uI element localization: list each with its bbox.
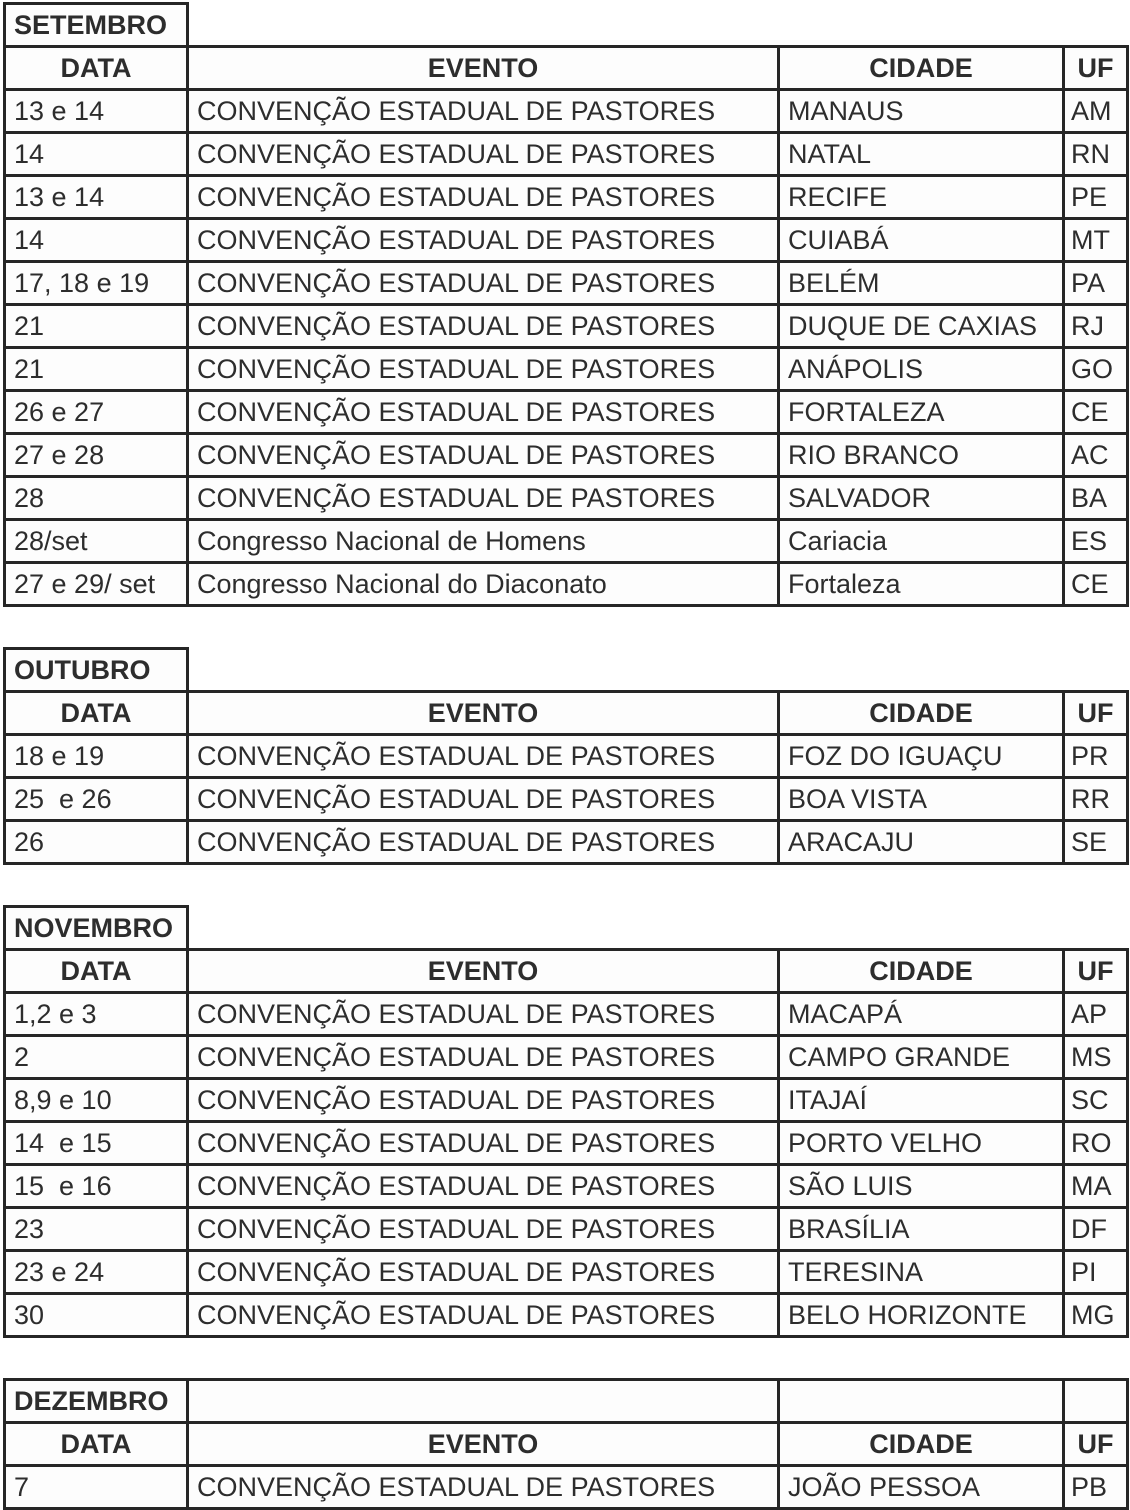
month-table-novembro [3, 905, 1129, 1338]
cell-data: 17, 18 e 19 [5, 262, 188, 305]
event-row [5, 1294, 1128, 1337]
column-header-cidade: CIDADE [779, 950, 1064, 993]
cell-cidade: RIO BRANCO [779, 434, 1064, 477]
cell-cidade: CUIABÁ [779, 219, 1064, 262]
cell-uf: DF [1064, 1208, 1128, 1251]
cell-data: 23 [5, 1208, 188, 1251]
cell-uf: CE [1064, 391, 1128, 434]
event-row [5, 477, 1128, 520]
cell-uf: RO [1064, 1122, 1128, 1165]
cell-uf: ES [1064, 520, 1128, 563]
cell-evento: CONVENÇÃO ESTADUAL DE PASTORES [188, 1122, 779, 1165]
empty-title-cell [1064, 1380, 1128, 1423]
cell-cidade: ANÁPOLIS [779, 348, 1064, 391]
month-title-row [5, 1380, 1128, 1423]
cell-evento: CONVENÇÃO ESTADUAL DE PASTORES [188, 1208, 779, 1251]
cell-data: 25 e 26 [5, 778, 188, 821]
cell-evento: CONVENÇÃO ESTADUAL DE PASTORES [188, 1165, 779, 1208]
column-header-row [5, 950, 1128, 993]
blank-area [188, 907, 779, 950]
column-header-uf: UF [1064, 950, 1128, 993]
cell-uf: RN [1064, 133, 1128, 176]
blank-area [188, 4, 779, 47]
cell-uf: PR [1064, 735, 1128, 778]
cell-cidade: FOZ DO IGUAÇU [779, 735, 1064, 778]
event-row [5, 821, 1128, 864]
cell-evento: CONVENÇÃO ESTADUAL DE PASTORES [188, 434, 779, 477]
column-header-cidade: CIDADE [779, 47, 1064, 90]
column-header-uf: UF [1064, 1423, 1128, 1466]
month-table-setembro [3, 2, 1129, 607]
cell-data: 21 [5, 348, 188, 391]
blank-area [1064, 649, 1128, 692]
cell-cidade: TERESINA [779, 1251, 1064, 1294]
event-row [5, 563, 1128, 606]
cell-data: 26 [5, 821, 188, 864]
cell-uf: PI [1064, 1251, 1128, 1294]
cell-evento: CONVENÇÃO ESTADUAL DE PASTORES [188, 821, 779, 864]
cell-uf: GO [1064, 348, 1128, 391]
cell-evento: CONVENÇÃO ESTADUAL DE PASTORES [188, 477, 779, 520]
cell-data: 1,2 e 3 [5, 993, 188, 1036]
cell-uf: MT [1064, 219, 1128, 262]
month-title: SETEMBRO [5, 4, 188, 47]
month-title: NOVEMBRO [5, 907, 188, 950]
cell-data: 27 e 29/ set [5, 563, 188, 606]
month-tables-container [0, 2, 1130, 1510]
blank-area [188, 649, 779, 692]
event-row [5, 219, 1128, 262]
event-row [5, 1165, 1128, 1208]
column-header-evento: EVENTO [188, 950, 779, 993]
month-table-dezembro [3, 1378, 1129, 1510]
cell-data: 28/set [5, 520, 188, 563]
cell-data: 14 [5, 219, 188, 262]
cell-data: 26 e 27 [5, 391, 188, 434]
cell-uf: MG [1064, 1294, 1128, 1337]
event-row [5, 1466, 1128, 1509]
cell-cidade: ITAJAÍ [779, 1079, 1064, 1122]
cell-uf: CE [1064, 563, 1128, 606]
column-header-row [5, 1423, 1128, 1466]
cell-cidade: BOA VISTA [779, 778, 1064, 821]
blank-area [1064, 4, 1128, 47]
column-header-row [5, 47, 1128, 90]
column-header-evento: EVENTO [188, 47, 779, 90]
cell-cidade: BRASÍLIA [779, 1208, 1064, 1251]
event-row [5, 520, 1128, 563]
cell-evento: CONVENÇÃO ESTADUAL DE PASTORES [188, 1251, 779, 1294]
cell-data: 28 [5, 477, 188, 520]
cell-uf: SC [1064, 1079, 1128, 1122]
cell-uf: AC [1064, 434, 1128, 477]
column-header-uf: UF [1064, 692, 1128, 735]
event-row [5, 778, 1128, 821]
event-row [5, 391, 1128, 434]
cell-evento: CONVENÇÃO ESTADUAL DE PASTORES [188, 262, 779, 305]
cell-data: 13 e 14 [5, 176, 188, 219]
cell-cidade: PORTO VELHO [779, 1122, 1064, 1165]
cell-uf: SE [1064, 821, 1128, 864]
event-row [5, 176, 1128, 219]
cell-cidade: Fortaleza [779, 563, 1064, 606]
empty-title-cell [188, 1380, 779, 1423]
month-title-row [5, 649, 1128, 692]
month-table-outubro [3, 647, 1129, 865]
cell-evento: Congresso Nacional do Diaconato [188, 563, 779, 606]
cell-cidade: MACAPÁ [779, 993, 1064, 1036]
month-title: OUTUBRO [5, 649, 188, 692]
cell-uf: MS [1064, 1036, 1128, 1079]
event-row [5, 993, 1128, 1036]
cell-uf: AM [1064, 90, 1128, 133]
cell-data: 2 [5, 1036, 188, 1079]
cell-evento: CONVENÇÃO ESTADUAL DE PASTORES [188, 1466, 779, 1509]
cell-evento: CONVENÇÃO ESTADUAL DE PASTORES [188, 1079, 779, 1122]
event-row [5, 434, 1128, 477]
cell-data: 21 [5, 305, 188, 348]
event-row [5, 1251, 1128, 1294]
column-header-evento: EVENTO [188, 1423, 779, 1466]
cell-data: 13 e 14 [5, 90, 188, 133]
blank-area [779, 907, 1064, 950]
column-header-cidade: CIDADE [779, 692, 1064, 735]
blank-area [779, 649, 1064, 692]
cell-uf: AP [1064, 993, 1128, 1036]
cell-cidade: SÃO LUIS [779, 1165, 1064, 1208]
cell-data: 14 e 15 [5, 1122, 188, 1165]
cell-evento: CONVENÇÃO ESTADUAL DE PASTORES [188, 391, 779, 434]
cell-evento: CONVENÇÃO ESTADUAL DE PASTORES [188, 133, 779, 176]
event-row [5, 735, 1128, 778]
cell-uf: RJ [1064, 305, 1128, 348]
cell-cidade: DUQUE DE CAXIAS [779, 305, 1064, 348]
cell-evento: CONVENÇÃO ESTADUAL DE PASTORES [188, 735, 779, 778]
cell-data: 15 e 16 [5, 1165, 188, 1208]
event-row [5, 1208, 1128, 1251]
cell-uf: RR [1064, 778, 1128, 821]
cell-data: 18 e 19 [5, 735, 188, 778]
column-header-data: DATA [5, 1423, 188, 1466]
cell-data: 8,9 e 10 [5, 1079, 188, 1122]
cell-cidade: SALVADOR [779, 477, 1064, 520]
cell-evento: CONVENÇÃO ESTADUAL DE PASTORES [188, 993, 779, 1036]
cell-evento: CONVENÇÃO ESTADUAL DE PASTORES [188, 90, 779, 133]
cell-cidade: BELÉM [779, 262, 1064, 305]
cell-cidade: NATAL [779, 133, 1064, 176]
cell-cidade: BELO HORIZONTE [779, 1294, 1064, 1337]
cell-evento: CONVENÇÃO ESTADUAL DE PASTORES [188, 1294, 779, 1337]
cell-uf: BA [1064, 477, 1128, 520]
cell-evento: Congresso Nacional de Homens [188, 520, 779, 563]
cell-uf: PA [1064, 262, 1128, 305]
cell-data: 27 e 28 [5, 434, 188, 477]
event-row [5, 90, 1128, 133]
event-row [5, 1122, 1128, 1165]
cell-evento: CONVENÇÃO ESTADUAL DE PASTORES [188, 1036, 779, 1079]
event-row [5, 262, 1128, 305]
cell-evento: CONVENÇÃO ESTADUAL DE PASTORES [188, 778, 779, 821]
month-title-row [5, 4, 1128, 47]
month-title: DEZEMBRO [5, 1380, 188, 1423]
event-row [5, 1079, 1128, 1122]
cell-evento: CONVENÇÃO ESTADUAL DE PASTORES [188, 305, 779, 348]
cell-uf: PB [1064, 1466, 1128, 1509]
event-row [5, 1036, 1128, 1079]
cell-cidade: Cariacia [779, 520, 1064, 563]
column-header-uf: UF [1064, 47, 1128, 90]
column-header-data: DATA [5, 47, 188, 90]
month-title-row [5, 907, 1128, 950]
blank-area [1064, 907, 1128, 950]
cell-cidade: MANAUS [779, 90, 1064, 133]
empty-title-cell [779, 1380, 1064, 1423]
cell-data: 7 [5, 1466, 188, 1509]
cell-cidade: ARACAJU [779, 821, 1064, 864]
cell-uf: PE [1064, 176, 1128, 219]
event-row [5, 305, 1128, 348]
cell-evento: CONVENÇÃO ESTADUAL DE PASTORES [188, 348, 779, 391]
cell-uf: MA [1064, 1165, 1128, 1208]
column-header-row [5, 692, 1128, 735]
cell-cidade: CAMPO GRANDE [779, 1036, 1064, 1079]
cell-cidade: RECIFE [779, 176, 1064, 219]
column-header-data: DATA [5, 950, 188, 993]
cell-data: 23 e 24 [5, 1251, 188, 1294]
column-header-evento: EVENTO [188, 692, 779, 735]
cell-data: 14 [5, 133, 188, 176]
cell-data: 30 [5, 1294, 188, 1337]
column-header-data: DATA [5, 692, 188, 735]
column-header-cidade: CIDADE [779, 1423, 1064, 1466]
cell-cidade: JOÃO PESSOA [779, 1466, 1064, 1509]
cell-evento: CONVENÇÃO ESTADUAL DE PASTORES [188, 176, 779, 219]
cell-evento: CONVENÇÃO ESTADUAL DE PASTORES [188, 219, 779, 262]
event-row [5, 348, 1128, 391]
cell-cidade: FORTALEZA [779, 391, 1064, 434]
blank-area [779, 4, 1064, 47]
event-row [5, 133, 1128, 176]
